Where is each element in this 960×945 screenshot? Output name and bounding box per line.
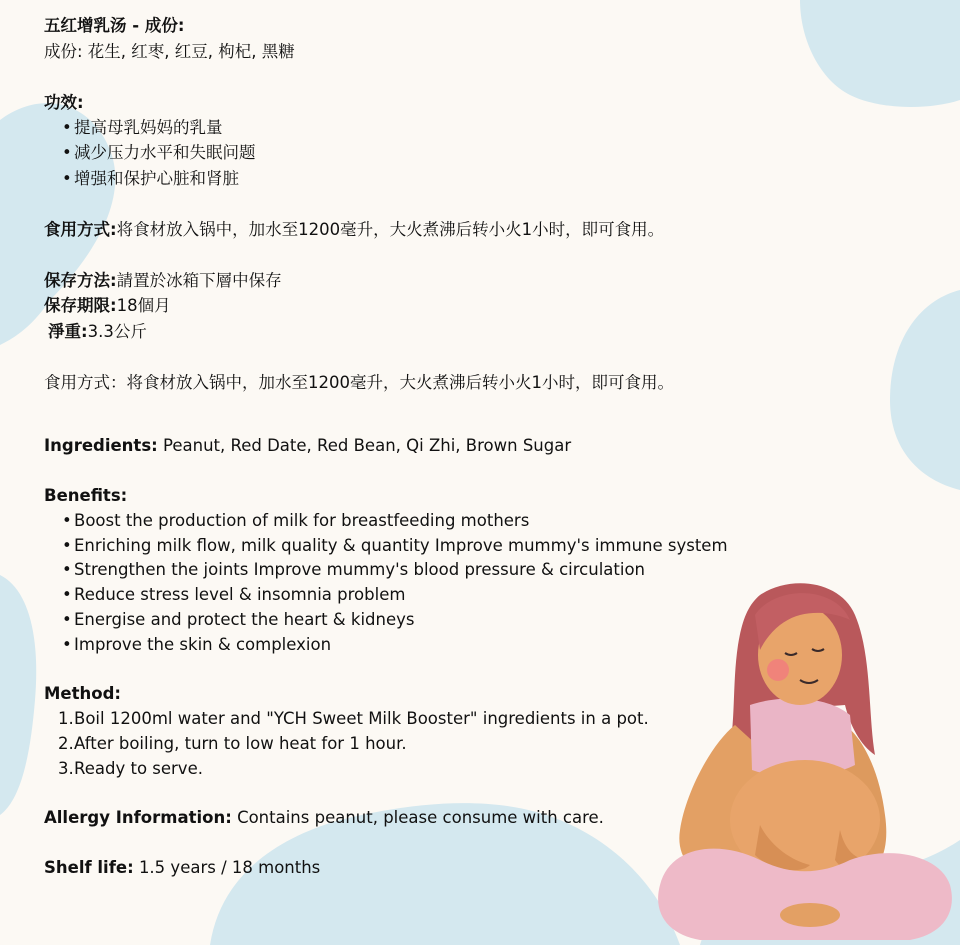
zh-storage-text: 請置於冰箱下層中保存 (116, 271, 282, 290)
zh-ingredients: 成份: 花生, 红枣, 红豆, 枸杞, 黑糖 (44, 42, 295, 61)
en-allergy (44, 807, 604, 829)
bullet: • (62, 118, 72, 137)
en-method-heading: Method: (44, 684, 121, 703)
bullet: • (62, 610, 72, 629)
zh-shelf (44, 295, 171, 317)
list-item: • 增强和保护心脏和肾脏 (62, 169, 239, 188)
en-shelf-text: 1.5 years / 18 months (138, 858, 321, 877)
zh-method-label: 食用方式: (44, 220, 117, 239)
zh-shelf-label: 保存期限: (44, 296, 117, 315)
zh-storage (44, 270, 282, 292)
bullet: • (62, 511, 72, 530)
en-shelf-label: Shelf life: (44, 858, 134, 877)
zh-shelf-text: 18個月 (116, 296, 171, 315)
bullet: • (62, 585, 72, 604)
bullet: • (62, 560, 72, 579)
zh-weight-text: 3.3公斤 (87, 322, 147, 341)
list-item: • Strengthen the joints Improve mummy's blood pressure & circulation (62, 560, 645, 579)
en-ingredients-text: Peanut, Red Date, Red Bean, Qi Zhi, Brown Sugar (163, 436, 572, 455)
bullet: • (62, 536, 72, 555)
en-allergy-text: Contains peanut, please consume with care. (237, 808, 604, 827)
bullet: • (62, 143, 72, 162)
list-item: • Enriching milk flow, milk quality & quantity Improve mummy's immune system (62, 536, 728, 555)
list-item: • Energise and protect the heart & kidneys (62, 610, 415, 629)
zh-title: 五红增乳汤 - 成份: (44, 16, 185, 35)
list-item: • Improve the skin & complexion (62, 635, 332, 654)
zh-weight-label: 淨重: (48, 322, 88, 341)
en-ingredients (44, 435, 571, 457)
list-item: • 减少压力水平和失眠问题 (62, 143, 256, 162)
bullet: • (62, 635, 72, 654)
method-step: 2.After boiling, turn to low heat for 1 hour. (58, 734, 407, 753)
zh-benefits-heading: 功效: (44, 93, 84, 112)
en-benefits-heading: Benefits: (44, 486, 128, 505)
en-ingredients-label: Ingredients: (44, 436, 158, 455)
method-step: 1.Boil 1200ml water and "YCH Sweet Milk Booster" ingredients in a pot. (58, 709, 649, 728)
zh-method (44, 219, 664, 241)
list-item: • 提高母乳妈妈的乳量 (62, 118, 223, 137)
zh-method-repeat: 食用方式：将食材放入锅中，加水至1200毫升，大火煮沸后转小火1小时，即可食用。 (44, 373, 674, 392)
en-allergy-label: Allergy Information: (44, 808, 232, 827)
zh-method-text: 将食材放入锅中，加水至1200毫升，大火煮沸后转小火1小时，即可食用。 (116, 220, 665, 239)
list-item: • Boost the production of milk for breastfeeding mothers (62, 511, 530, 530)
method-step: 3.Ready to serve. (58, 759, 203, 778)
zh-weight (48, 321, 147, 343)
list-item: • Reduce stress level & insomnia problem (62, 585, 406, 604)
zh-storage-label: 保存方法: (44, 271, 117, 290)
bullet: • (62, 169, 72, 188)
en-shelf (44, 857, 320, 879)
